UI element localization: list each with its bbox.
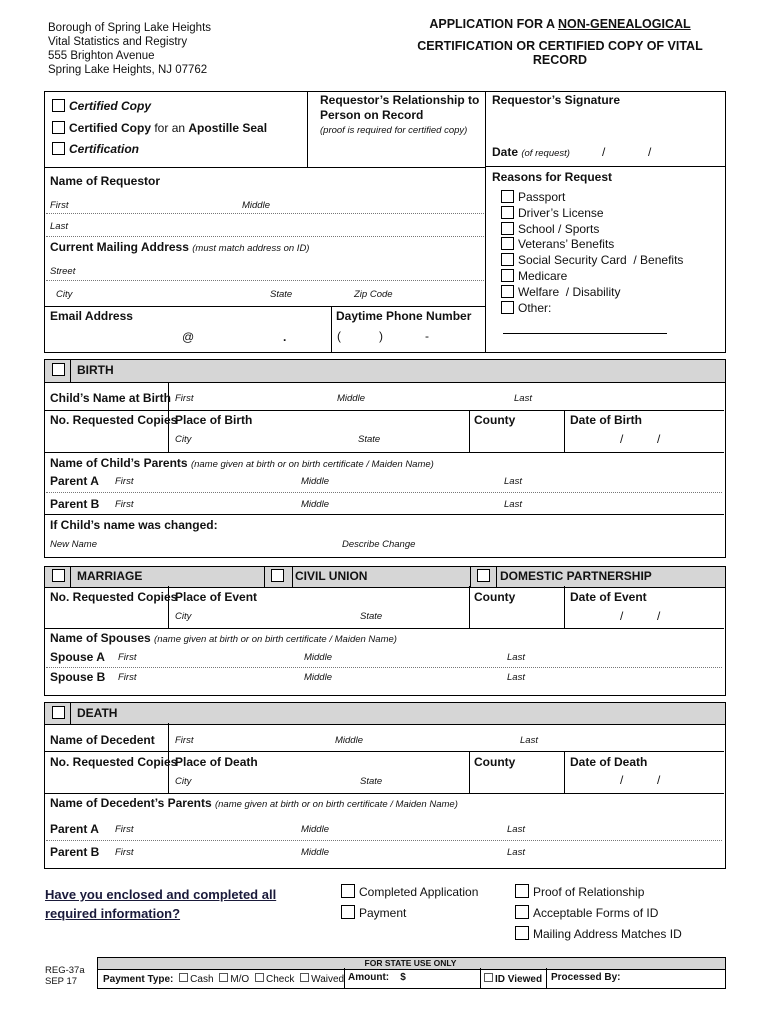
reason-other[interactable] bbox=[501, 301, 683, 317]
spouse-b-first[interactable]: First bbox=[118, 672, 137, 683]
parents-label-text: Name of Decedent’s Parents bbox=[50, 796, 212, 810]
checkbox[interactable] bbox=[52, 99, 65, 112]
form-title bbox=[395, 17, 725, 67]
checkbox[interactable] bbox=[219, 973, 228, 982]
spouse-a-first[interactable]: First bbox=[118, 652, 137, 663]
decedent-parent-b-label: Parent B bbox=[50, 845, 100, 859]
checkbox[interactable] bbox=[341, 884, 355, 898]
place-of-death-label: Place of Death bbox=[175, 755, 258, 769]
decedent-parent-b-last[interactable]: Last bbox=[507, 847, 525, 858]
payment-type-label: Payment Type: bbox=[103, 974, 174, 985]
option-label: Certified Copy bbox=[69, 121, 152, 135]
parents-note: (name given at birth or on birth certificate / Maiden Name) bbox=[190, 459, 434, 470]
check-label: Payment bbox=[359, 906, 407, 920]
date-slash: / bbox=[657, 773, 661, 787]
date-note: (of request) bbox=[521, 148, 570, 159]
decedent-parent-b-first[interactable]: First bbox=[115, 847, 134, 858]
payment-type bbox=[103, 973, 344, 985]
spouse-b-middle[interactable]: Middle bbox=[304, 672, 332, 683]
decedent-name-label: Name of Decedent bbox=[50, 733, 155, 747]
checkbox[interactable] bbox=[300, 973, 309, 982]
reason-passport[interactable] bbox=[501, 190, 683, 206]
marriage-option[interactable] bbox=[52, 569, 142, 583]
phone-paren: ) bbox=[379, 329, 383, 343]
checkbox[interactable] bbox=[255, 973, 264, 982]
parent-a-first[interactable]: First bbox=[115, 476, 134, 487]
phone-field[interactable]: ( bbox=[337, 329, 341, 343]
birth-city-field[interactable]: City bbox=[175, 434, 192, 445]
signature-label: Requestor’s Signature bbox=[492, 93, 621, 107]
state-use-label: FOR STATE USE ONLY bbox=[364, 958, 457, 968]
street-field[interactable]: Street bbox=[50, 266, 76, 277]
checkbox[interactable] bbox=[515, 926, 529, 940]
pay-option: Cash bbox=[190, 974, 214, 985]
office-line: 555 Brighton Avenue bbox=[48, 50, 155, 62]
death-city-field[interactable]: City bbox=[175, 776, 192, 787]
decedent-parent-a-first[interactable]: First bbox=[115, 824, 134, 835]
form-number: REG-37a bbox=[45, 965, 85, 976]
checkbox[interactable] bbox=[52, 706, 65, 719]
option-label: Certified Copy bbox=[69, 99, 152, 113]
question-line: required information? bbox=[45, 906, 181, 921]
check-acceptable-id[interactable] bbox=[515, 905, 658, 920]
domestic-header: DOMESTIC PARTNERSHIP bbox=[500, 569, 652, 583]
reason-label: Driver’s License bbox=[518, 205, 604, 220]
parent-b-first[interactable]: First bbox=[115, 499, 134, 510]
birth-header-bar bbox=[44, 359, 726, 383]
checkbox[interactable] bbox=[52, 142, 65, 155]
title-underlined: NON-GENEALOGICAL bbox=[558, 17, 691, 31]
place-of-birth-label: Place of Birth bbox=[175, 413, 253, 427]
death-header: DEATH bbox=[77, 706, 118, 720]
middle-name-field[interactable]: Middle bbox=[242, 200, 270, 211]
first-name-field[interactable]: First bbox=[50, 200, 69, 211]
checkbox[interactable] bbox=[179, 973, 188, 982]
state-field[interactable]: State bbox=[270, 289, 293, 300]
reason-label: Veterans’ Benefits bbox=[518, 237, 615, 252]
event-state-field[interactable]: State bbox=[360, 611, 383, 622]
child-last-field[interactable]: Last bbox=[514, 393, 532, 404]
death-option[interactable] bbox=[52, 706, 117, 720]
decedent-parent-a-last[interactable]: Last bbox=[507, 824, 525, 835]
address-label: Current Mailing Address bbox=[50, 240, 189, 254]
reason-label: Medicare bbox=[518, 268, 568, 283]
checkbox[interactable] bbox=[501, 253, 514, 266]
birth-state-field[interactable]: State bbox=[358, 434, 381, 445]
decedent-first-field[interactable]: First bbox=[175, 735, 194, 746]
death-state-field[interactable]: State bbox=[360, 776, 383, 787]
certification-option[interactable] bbox=[52, 142, 139, 156]
birth-header: BIRTH bbox=[77, 363, 114, 377]
date-slash: / bbox=[648, 145, 652, 159]
death-header-bar bbox=[44, 702, 726, 725]
parent-b-middle[interactable]: Middle bbox=[301, 499, 329, 510]
spouse-a-last[interactable]: Last bbox=[507, 652, 525, 663]
city-field[interactable]: City bbox=[56, 289, 73, 300]
birth-county-label: County bbox=[474, 413, 516, 427]
checkbox[interactable] bbox=[501, 285, 514, 298]
date-slash: / bbox=[657, 432, 661, 446]
decedent-parent-b-middle[interactable]: Middle bbox=[301, 847, 329, 858]
check-completed-application[interactable] bbox=[341, 884, 478, 899]
spouse-a-label: Spouse A bbox=[50, 650, 105, 664]
pay-option: Check bbox=[265, 974, 295, 985]
marriage-header: MARRIAGE bbox=[77, 569, 143, 583]
other-reason-line[interactable] bbox=[503, 333, 667, 334]
reason-medicare[interactable] bbox=[501, 269, 683, 285]
spouses-label bbox=[50, 631, 397, 645]
decedent-parents-label bbox=[50, 796, 458, 810]
spouses-note: (name given at birth or on birth certificate / Maiden Name) bbox=[154, 634, 397, 645]
id-viewed-label: ID Viewed bbox=[495, 974, 543, 985]
marriage-copies-label: No. Requested Copies bbox=[50, 590, 178, 604]
birth-copies-label: No. Requested Copies bbox=[50, 413, 178, 427]
checkbox[interactable] bbox=[501, 301, 514, 314]
phone-label: Daytime Phone Number bbox=[336, 309, 472, 323]
question-line: Have you enclosed and completed all bbox=[45, 887, 277, 902]
checklist-question bbox=[45, 885, 276, 923]
relationship-note: (proof is required for certified copy) bbox=[320, 125, 468, 136]
date-of-event-label: Date of Event bbox=[570, 590, 647, 604]
reason-label: Social Security Card / Benefits bbox=[518, 253, 684, 268]
option-label: for an bbox=[151, 121, 189, 135]
office-address bbox=[48, 21, 211, 77]
event-city-field[interactable]: City bbox=[175, 611, 192, 622]
spouse-a-middle[interactable]: Middle bbox=[304, 652, 332, 663]
office-line: Borough of Spring Lake Heights bbox=[48, 22, 212, 34]
form-id bbox=[45, 965, 85, 987]
checkbox[interactable] bbox=[341, 905, 355, 919]
parent-b-last[interactable]: Last bbox=[504, 499, 522, 510]
checkbox[interactable] bbox=[515, 905, 529, 919]
checkbox[interactable] bbox=[52, 121, 65, 134]
birth-option[interactable] bbox=[52, 363, 114, 377]
decedent-last-field[interactable]: Last bbox=[520, 735, 538, 746]
domestic-partnership-option[interactable] bbox=[477, 569, 652, 583]
relationship-label: Requestor’s Relationship to Person on Record bbox=[320, 93, 480, 122]
reason-veterans[interactable] bbox=[501, 237, 683, 253]
reason-school[interactable] bbox=[501, 222, 683, 238]
date-slash: / bbox=[602, 145, 606, 159]
check-label: Proof of Relationship bbox=[533, 885, 645, 899]
id-viewed[interactable] bbox=[484, 973, 542, 985]
check-mailing-address[interactable] bbox=[515, 926, 682, 941]
decedent-parent-a-middle[interactable]: Middle bbox=[301, 824, 329, 835]
reason-label: Welfare / Disability bbox=[518, 284, 621, 299]
option-label: Apostille Seal bbox=[188, 121, 268, 135]
parent-b-label: Parent B bbox=[50, 497, 100, 511]
new-name-field[interactable]: New Name bbox=[50, 539, 97, 550]
checkbox[interactable] bbox=[52, 569, 65, 582]
option-label: Certification bbox=[69, 142, 140, 156]
processed-by-label: Processed By: bbox=[551, 972, 621, 983]
dollar-sign: $ bbox=[400, 972, 406, 983]
parent-a-last[interactable]: Last bbox=[504, 476, 522, 487]
date-of-death-label: Date of Death bbox=[570, 755, 648, 769]
parent-a-middle[interactable]: Middle bbox=[301, 476, 329, 487]
pay-option: Waived bbox=[311, 974, 345, 985]
checkbox[interactable] bbox=[501, 206, 514, 219]
spouse-b-last[interactable]: Last bbox=[507, 672, 525, 683]
childs-name-label: Child’s Name at Birth bbox=[50, 391, 171, 405]
zip-field[interactable]: Zip Code bbox=[354, 289, 393, 300]
date-slash: / bbox=[620, 432, 624, 446]
date-field[interactable] bbox=[492, 145, 570, 159]
place-of-event-label: Place of Event bbox=[175, 590, 258, 604]
certified-copy-option[interactable] bbox=[52, 99, 151, 113]
form-date: SEP 17 bbox=[45, 976, 78, 987]
date-of-birth-label: Date of Birth bbox=[570, 413, 642, 427]
parents-label-text: Name of Child’s Parents bbox=[50, 456, 188, 470]
spouses-label-text: Name of Spouses bbox=[50, 631, 151, 645]
reasons-list bbox=[501, 190, 683, 316]
checkbox[interactable] bbox=[271, 569, 284, 582]
requestor-name-label: Name of Requestor bbox=[50, 174, 161, 188]
civil-union-option[interactable] bbox=[271, 569, 367, 583]
reason-label: Passport bbox=[518, 190, 566, 204]
date-label: Date bbox=[492, 145, 519, 159]
checkbox[interactable] bbox=[501, 269, 514, 282]
checkbox[interactable] bbox=[501, 237, 514, 250]
date-slash: / bbox=[657, 609, 661, 623]
death-section bbox=[44, 702, 726, 869]
amount-label: Amount: bbox=[348, 972, 390, 983]
reason-label: School / Sports bbox=[518, 221, 600, 236]
office-line: Spring Lake Heights, NJ 07762 bbox=[48, 64, 208, 76]
amount-field[interactable] bbox=[348, 972, 406, 983]
date-slash: / bbox=[620, 609, 624, 623]
check-label: Acceptable Forms of ID bbox=[533, 906, 659, 920]
check-proof-of-relationship[interactable] bbox=[515, 884, 644, 899]
parent-a-label: Parent A bbox=[50, 474, 99, 488]
email-label: Email Address bbox=[50, 309, 133, 323]
reason-welfare[interactable] bbox=[501, 285, 683, 301]
parents-note: (name given at birth or on birth certificate / Maiden Name) bbox=[214, 799, 458, 810]
check-label: Completed Application bbox=[359, 885, 479, 899]
office-line: Vital Statistics and Registry bbox=[48, 36, 188, 48]
check-label: Mailing Address Matches ID bbox=[533, 927, 682, 941]
checkbox[interactable] bbox=[52, 363, 65, 376]
death-copies-label: No. Requested Copies bbox=[50, 755, 178, 769]
date-slash: / bbox=[620, 773, 624, 787]
apostille-option[interactable] bbox=[52, 121, 267, 135]
checkbox[interactable] bbox=[515, 884, 529, 898]
spouse-b-label: Spouse B bbox=[50, 670, 106, 684]
decedent-middle-field[interactable]: Middle bbox=[335, 735, 363, 746]
event-county-label: County bbox=[474, 590, 516, 604]
decedent-parent-a-label: Parent A bbox=[50, 822, 99, 836]
title-line2: CERTIFICATION OR CERTIFIED COPY OF VITAL RECORD bbox=[417, 39, 703, 67]
phone-dash: - bbox=[425, 329, 429, 343]
reason-drivers-license[interactable] bbox=[501, 206, 683, 222]
checkbox[interactable] bbox=[501, 222, 514, 235]
email-at-sign[interactable]: @ bbox=[182, 330, 195, 344]
email-dot: . bbox=[283, 330, 287, 344]
name-changed-label: If Child’s name was changed: bbox=[50, 518, 218, 532]
pay-option: M/O bbox=[230, 974, 250, 985]
reason-social-security[interactable] bbox=[501, 253, 683, 269]
parents-label bbox=[50, 456, 434, 470]
address-note: (must match address on ID) bbox=[192, 243, 310, 254]
title-text: APPLICATION FOR A bbox=[429, 17, 559, 31]
death-county-label: County bbox=[474, 755, 516, 769]
check-payment[interactable] bbox=[341, 905, 406, 920]
describe-change-field[interactable]: Describe Change bbox=[342, 539, 416, 550]
child-first-field[interactable]: First bbox=[175, 393, 194, 404]
reason-label: Other: bbox=[518, 300, 552, 315]
last-name-field[interactable]: Last bbox=[50, 221, 68, 232]
checkbox[interactable] bbox=[484, 973, 493, 982]
civil-union-header: CIVIL UNION bbox=[295, 569, 368, 583]
checkbox[interactable] bbox=[501, 190, 514, 203]
child-middle-field[interactable]: Middle bbox=[337, 393, 365, 404]
reasons-label: Reasons for Request bbox=[492, 170, 613, 184]
checkbox[interactable] bbox=[477, 569, 490, 582]
mailing-address-label bbox=[50, 240, 309, 254]
